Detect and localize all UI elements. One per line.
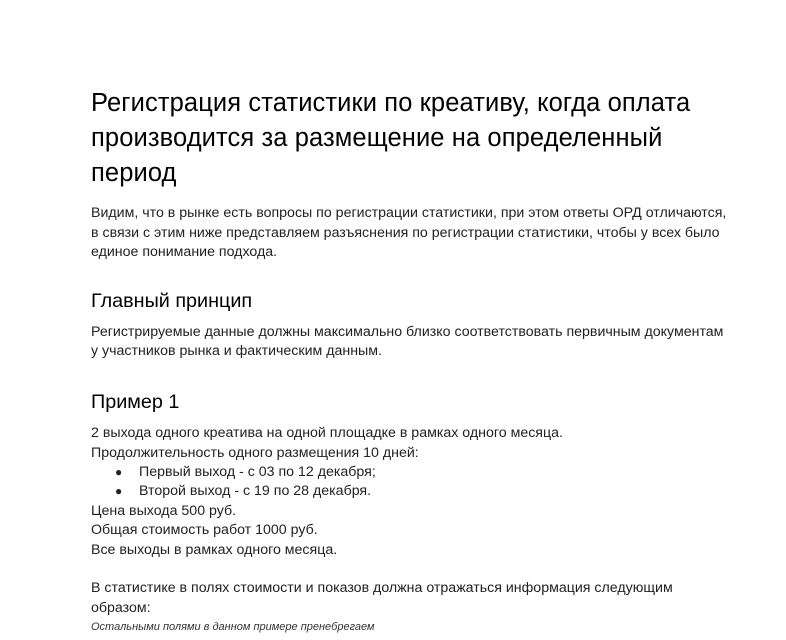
document-title: Регистрация статистики по креативу, когда оплата производится за размещение на определенный период <box>91 89 691 187</box>
example-1-line-month: Все выходы в рамках одного месяца. <box>91 541 338 558</box>
intro-paragraph: Видим, что в рынке есть вопросы по регистрации статистики, при этом ответы ОРД отличаются, в связи с этим ниже представляем разъяснения по регистрации статистики, чтобы у всех было единое понимание подхода. <box>91 205 727 261</box>
list-item-text: Второй выход - с 19 по 28 декабря. <box>139 483 372 500</box>
list-item <box>115 463 731 482</box>
example-1-line-price: Цена выхода 500 руб. <box>91 502 237 519</box>
document-content <box>91 86 731 635</box>
example-1-line-total: Общая стоимость работ 1000 руб. <box>91 522 318 539</box>
principle-heading: Главный принцип <box>91 289 253 312</box>
statistics-paragraph: В статистике в полях стоимости и показов должна отражаться информация следующим образом: <box>91 580 673 616</box>
italic-note: Остальными полями в данном примере пренебрегаем <box>91 620 375 633</box>
bullet-icon: ● <box>115 484 123 499</box>
outputs-list <box>91 463 731 501</box>
example-1-line-outputs: 2 выхода одного креатива на одной площадке в рамках одного месяца. <box>91 424 563 441</box>
example-1-heading: Пример 1 <box>91 390 180 413</box>
example-1-line-duration: Продолжительность одного размещения 10 дней: <box>91 444 419 461</box>
list-item-text: Первый выход - с 03 по 12 декабря; <box>139 464 376 481</box>
bullet-icon: ● <box>115 465 123 480</box>
principle-paragraph: Регистрируемые данные должны максимально близко соответствовать первичным документам у участников рынка и фактическим данным. <box>91 323 724 360</box>
example-1-body <box>91 424 731 635</box>
list-item <box>115 482 731 501</box>
